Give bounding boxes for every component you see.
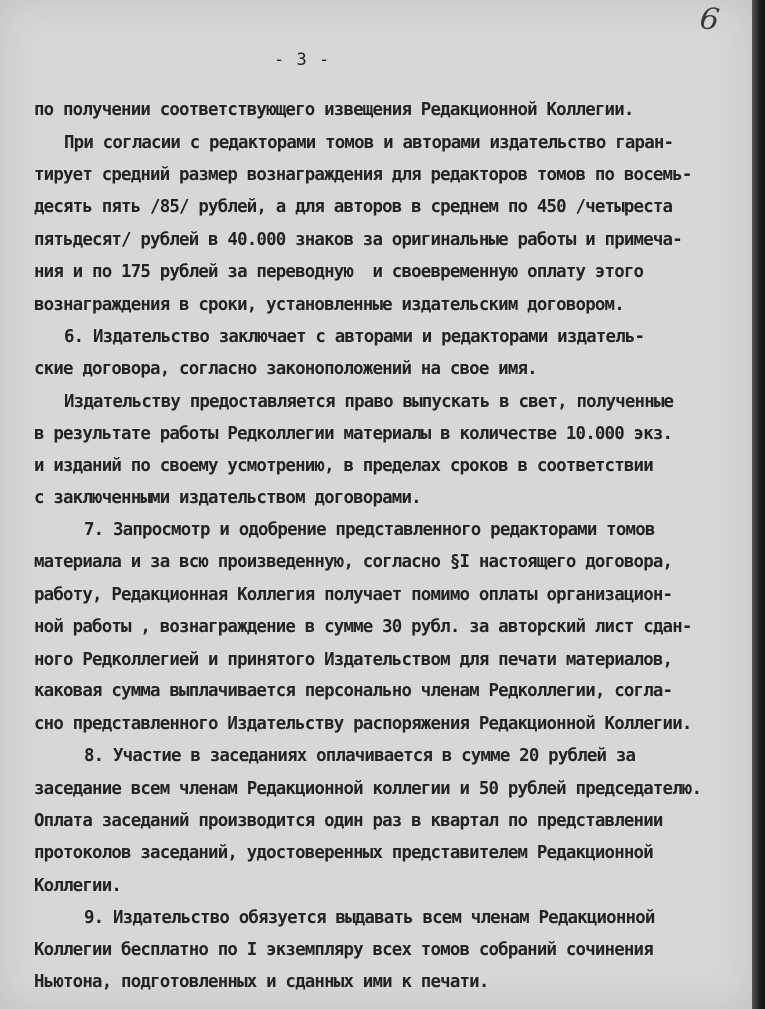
text-line: материала и за всю произведенную, согласно §I настоящего договора, — [34, 552, 673, 572]
text-line: Оплата заседаний производится один раз в квартал по представлении — [34, 811, 663, 831]
text-line: 6. Издательство заключает с авторами и редакторами издатель- — [64, 327, 645, 347]
text-line: Издательству предоставляется право выпускать в свет, полученные — [64, 392, 674, 412]
text-line: ния и по 175 рублей за переводную и своевременную оплату этого — [34, 262, 644, 282]
text-line: Коллегии бесплатно по I экземпляру всех томов собраний сочинения — [34, 940, 653, 960]
text-line: 8. Участие в заседаниях оплачивается в сумме 20 рублей за — [84, 746, 636, 766]
text-line: пятьдесят/ рублей в 40.000 знаков за оригинальные работы и примеча- — [34, 230, 682, 250]
text-line: ские договора, согласно законоположений на свое имя. — [34, 359, 537, 379]
text-line: по получении соответствующего извещения Редакционной Коллегии. — [34, 100, 634, 120]
text-line: При согласии с редакторами томов и авторами издательство гаран- — [64, 133, 674, 153]
text-line: в результате работы Редколлегии материалы в количестве 10.000 экз. — [34, 424, 673, 444]
text-line: Ньютона, подготовленных и сданных ими к печати. — [34, 972, 489, 992]
text-line: Коллегии. — [34, 876, 122, 896]
text-line: каковая сумма выплачивается персонально членам Редколлегии, согла- — [34, 681, 673, 701]
text-line: вознаграждения в сроки, установленные издательским договором. — [34, 295, 624, 315]
text-line: ной работы , вознаграждение в сумме 30 рубл. за авторский лист сдан- — [34, 617, 692, 637]
text-line: 7. Запросмотр и одобрение представленного редакторами томов — [84, 520, 655, 540]
text-line: 9. Издательство обязуется выдавать всем членам Редакционной — [84, 908, 655, 928]
text-line: десять пять /85/ рублей, а для авторов в среднем по 450 /четыреста — [34, 197, 673, 217]
handwritten-page-mark: 6 — [697, 0, 722, 39]
text-line: ного Редколлегией и принятого Издательством для печати материалов, — [34, 650, 673, 670]
scan-edge-shadow — [752, 0, 765, 1009]
text-line: работу, Редакционная Коллегия получает помимо оплаты организацион- — [34, 585, 673, 605]
page-number: - 3 - — [274, 50, 331, 70]
text-line: сно представленного Издательству распоряжения Редакционной Коллегии. — [34, 714, 692, 734]
text-line: с заключенными издательством договорами. — [34, 488, 421, 508]
text-line: протоколов заседаний, удостоверенных представителем Редакционной — [34, 843, 653, 863]
text-line: тирует средний размер вознаграждения для редакторов томов по восемь- — [34, 165, 692, 185]
text-line: и изданий по своему усмотрению, в пределах сроков в соответствии — [34, 456, 653, 476]
text-line: заседание всем членам Редакционной коллегии и 50 рублей председателю. — [34, 779, 702, 799]
